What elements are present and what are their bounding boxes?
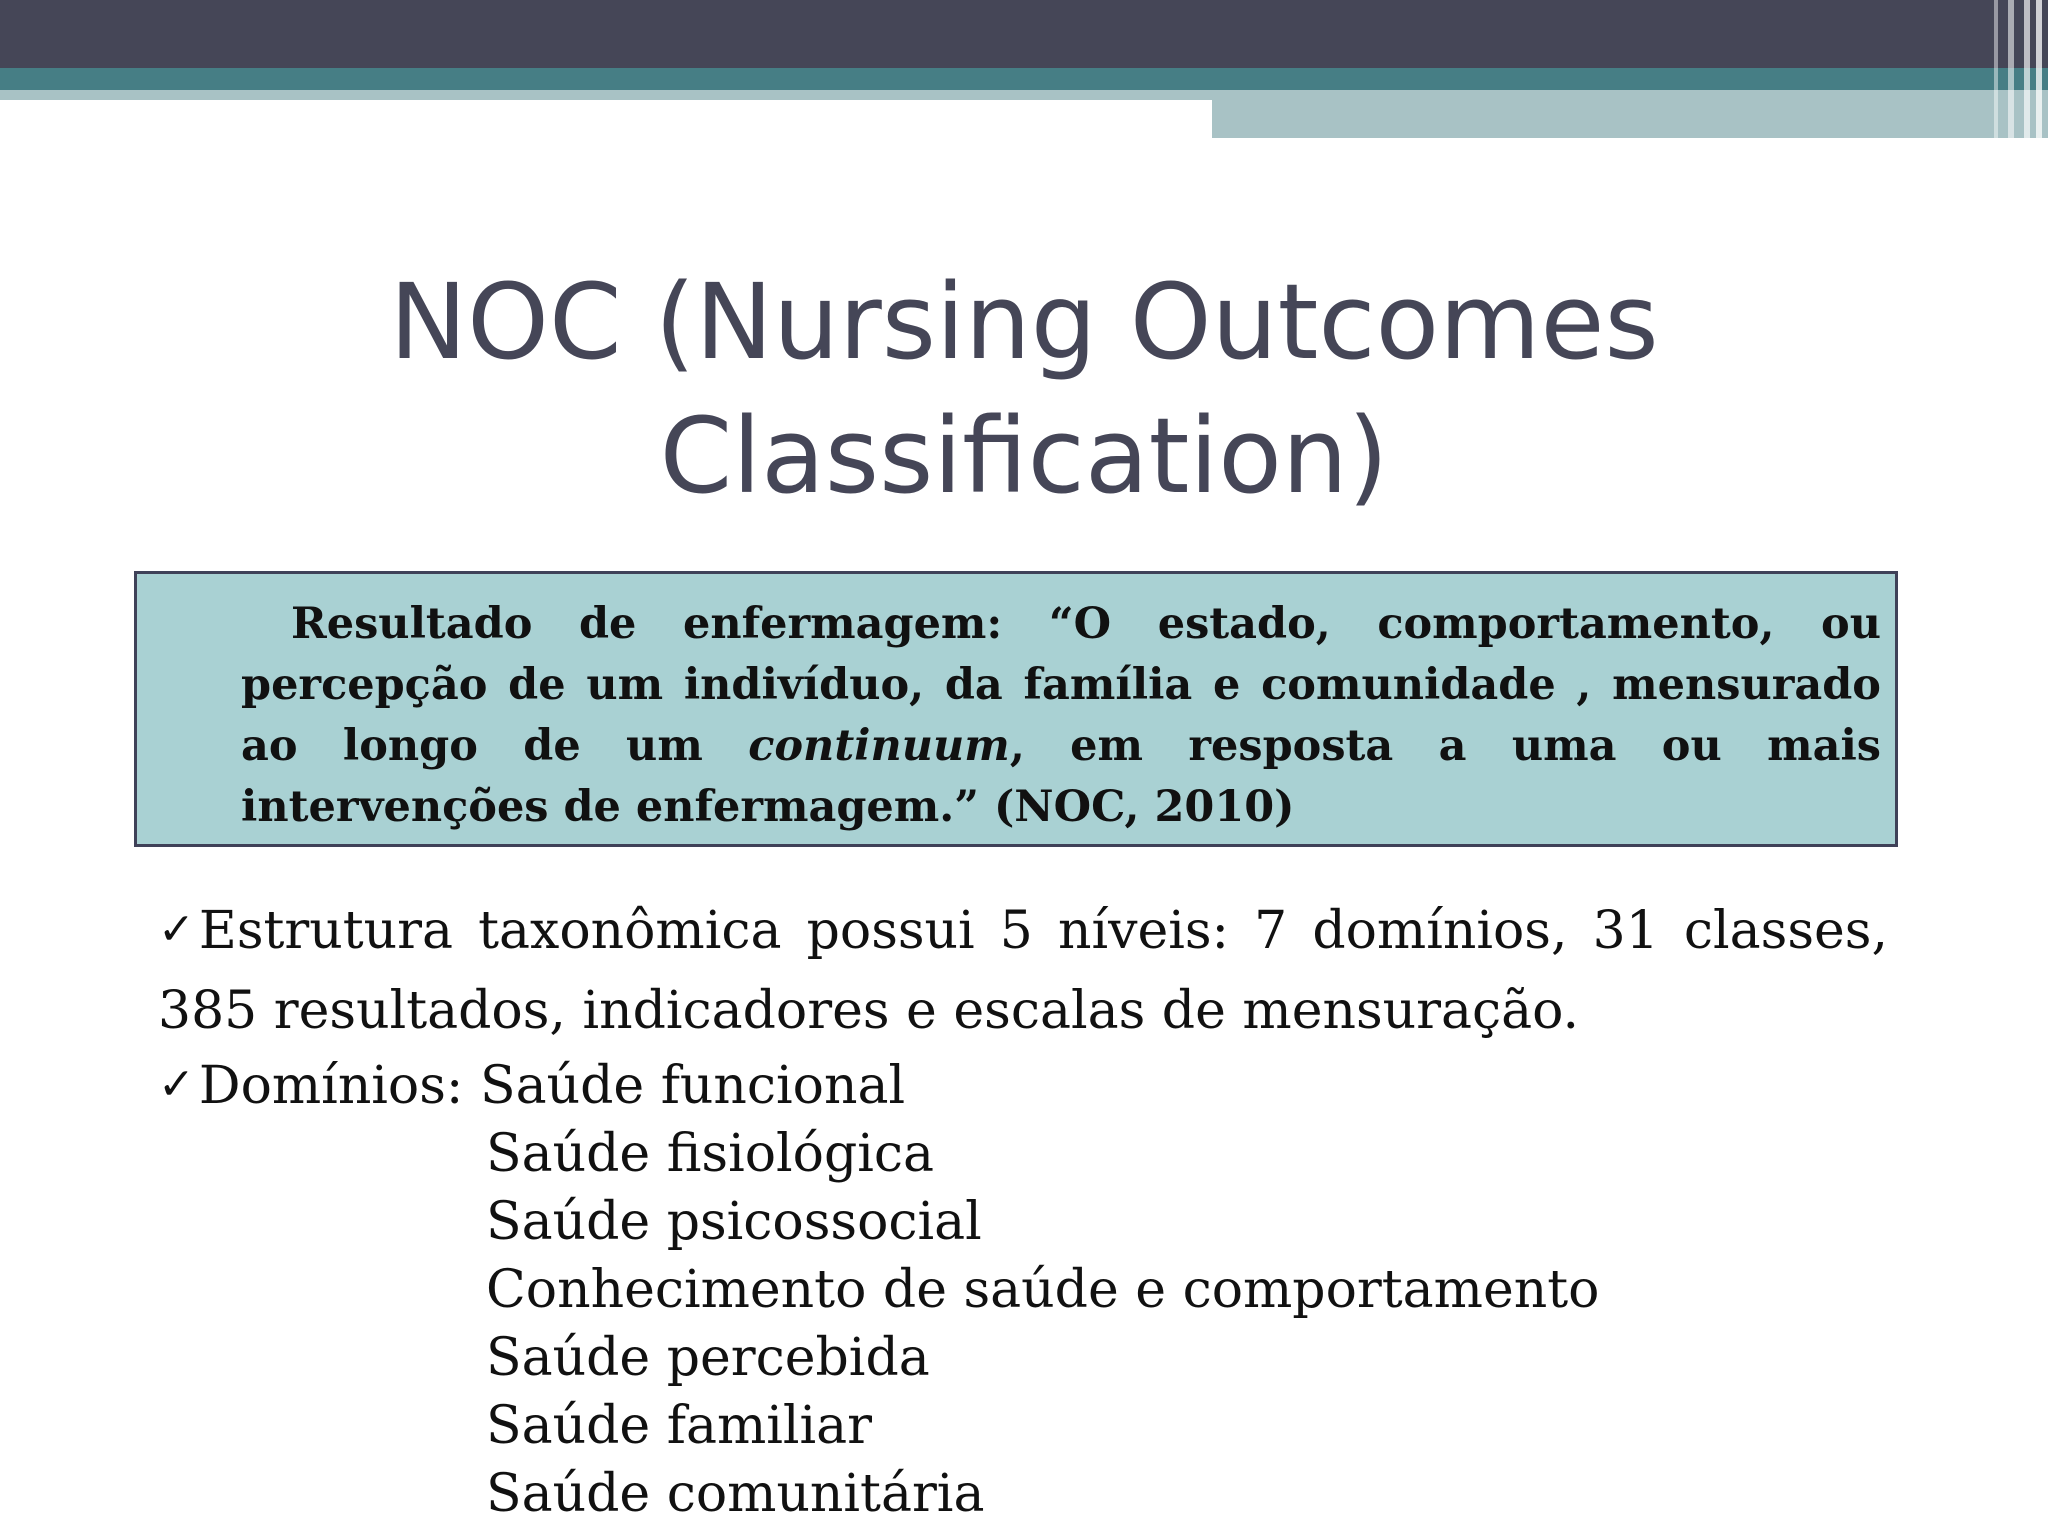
bullet-structure-text: Estrutura taxonômica possui 5 níveis: 7 domínios, 31 classes, 385 resultados, indicadores e escalas de mensuração. [158, 901, 1888, 1041]
definition-lead: Resultado de enfermagem: “O estado, comportamento, ou percepção de um indivíduo, da família e comunidade , mensurado ao longo de um [241, 599, 1881, 771]
domain-item-1: Saúde funcional [479, 1056, 906, 1116]
slide-title [0, 255, 2048, 523]
header-band-teal [0, 68, 2048, 90]
domain-item-2: Saúde fisiológica [486, 1124, 934, 1184]
title-line-1: NOC (Nursing Outcomes [389, 261, 1659, 383]
bullet-structure [158, 890, 1888, 1051]
header-edge-stripes [1984, 0, 2048, 138]
definition-box [134, 571, 1898, 847]
bullet-domains [158, 1051, 1888, 1120]
definition-tail: , em resposta a uma ou mais intervenções de enfermagem.” (NOC, 2010) [241, 721, 1882, 832]
definition-italic: continuum [748, 721, 1010, 771]
domain-item-3: Saúde psicossocial [486, 1192, 982, 1252]
domain-item-7: Saúde comunitária [486, 1464, 985, 1524]
domains-label: Domínios: [198, 1056, 480, 1116]
domain-item-6: Saúde familiar [486, 1396, 873, 1456]
header-band-light-left [0, 90, 1212, 100]
domain-item-5: Saúde percebida [486, 1328, 930, 1388]
definition-text [241, 594, 1881, 838]
header-band-light-right [1212, 90, 2048, 138]
header-band-dark [0, 0, 2048, 68]
domain-item-4: Conhecimento de saúde e comportamento [486, 1260, 1600, 1320]
checkmark-icon: ✓ [158, 904, 195, 955]
bullet-list [158, 890, 1888, 1528]
checkmark-icon: ✓ [158, 1059, 195, 1110]
title-line-2: Classification) [659, 395, 1389, 517]
